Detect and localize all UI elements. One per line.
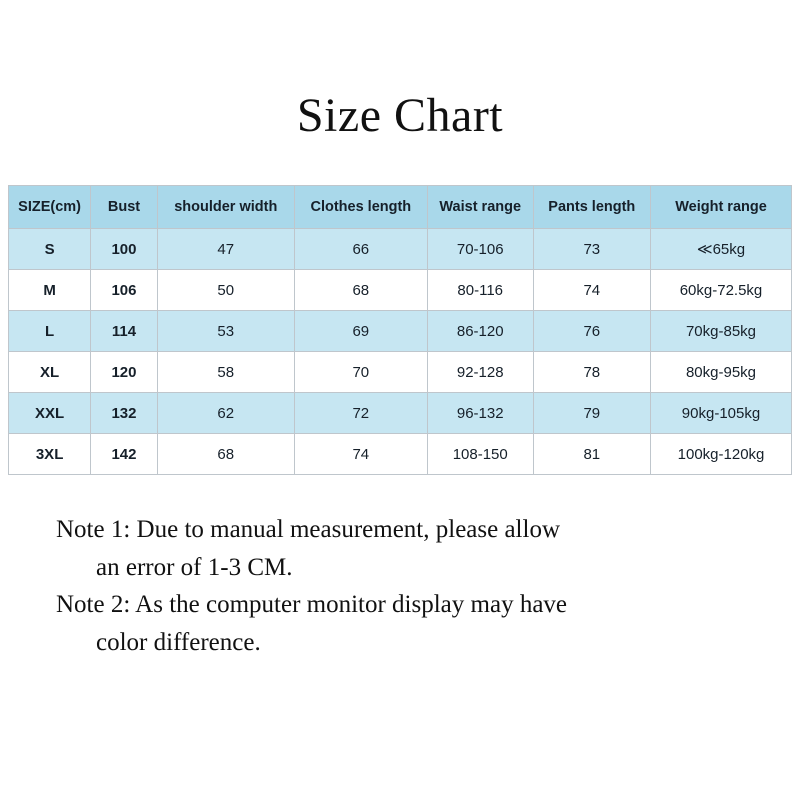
cell-bust: 132 [91,393,158,434]
cell-pants-length: 81 [533,434,650,475]
cell-weight-range: ≪65kg [651,229,792,270]
table-row [9,352,792,393]
cell-pants-length: 76 [533,311,650,352]
cell-waist-range: 92-128 [427,352,533,393]
table-row [9,393,792,434]
cell-waist-range: 70-106 [427,229,533,270]
cell-shoulder-width: 53 [157,311,294,352]
cell-size: L [9,311,91,352]
cell-waist-range: 80-116 [427,270,533,311]
table-row [9,270,792,311]
cell-bust: 142 [91,434,158,475]
cell-size: M [9,270,91,311]
cell-bust: 100 [91,229,158,270]
cell-waist-range: 86-120 [427,311,533,352]
cell-weight-range: 70kg-85kg [651,311,792,352]
cell-waist-range: 96-132 [427,393,533,434]
cell-shoulder-width: 47 [157,229,294,270]
column-header-shoulder-width: shoulder width [157,186,294,229]
cell-size: XXL [9,393,91,434]
cell-waist-range: 108-150 [427,434,533,475]
note-1-line-1: Note 1: Due to manual measurement, please allow [56,516,561,543]
column-header-size: SIZE(cm) [9,186,91,229]
table-row [9,229,792,270]
size-chart-table-wrapper [0,185,800,475]
cell-shoulder-width: 50 [157,270,294,311]
cell-pants-length: 79 [533,393,650,434]
cell-clothes-length: 74 [294,434,427,475]
table-header-row [9,186,792,229]
cell-weight-range: 90kg-105kg [651,393,792,434]
column-header-bust: Bust [91,186,158,229]
cell-pants-length: 74 [533,270,650,311]
cell-shoulder-width: 58 [157,352,294,393]
cell-size: XL [9,352,91,393]
note-2-line-2: color difference. [96,628,261,656]
column-header-clothes-length: Clothes length [294,186,427,229]
cell-weight-range: 80kg-95kg [651,352,792,393]
column-header-pants-length: Pants length [533,186,650,229]
cell-weight-range: 100kg-120kg [651,434,792,475]
cell-clothes-length: 70 [294,352,427,393]
table-row [9,311,792,352]
cell-bust: 114 [91,311,158,352]
cell-clothes-length: 72 [294,393,427,434]
cell-pants-length: 73 [533,229,650,270]
cell-clothes-length: 69 [294,311,427,352]
note-2-line-1: Note 2: As the computer monitor display may have [56,591,568,618]
column-header-weight-range: Weight range [651,186,792,229]
cell-clothes-length: 68 [294,270,427,311]
cell-bust: 106 [91,270,158,311]
size-chart-table [8,185,792,475]
table-row [9,434,792,475]
cell-size: S [9,229,91,270]
table-header [9,186,792,229]
cell-size: 3XL [9,434,91,475]
notes-section [0,511,800,661]
cell-shoulder-width: 62 [157,393,294,434]
cell-clothes-length: 66 [294,229,427,270]
column-header-waist-range: Waist range [427,186,533,229]
cell-pants-length: 78 [533,352,650,393]
table-body [9,229,792,475]
note-1-line-2: an error of 1-3 CM. [96,553,293,581]
page-title: Size Chart [296,89,504,142]
cell-weight-range: 60kg-72.5kg [651,270,792,311]
cell-bust: 120 [91,352,158,393]
cell-shoulder-width: 68 [157,434,294,475]
